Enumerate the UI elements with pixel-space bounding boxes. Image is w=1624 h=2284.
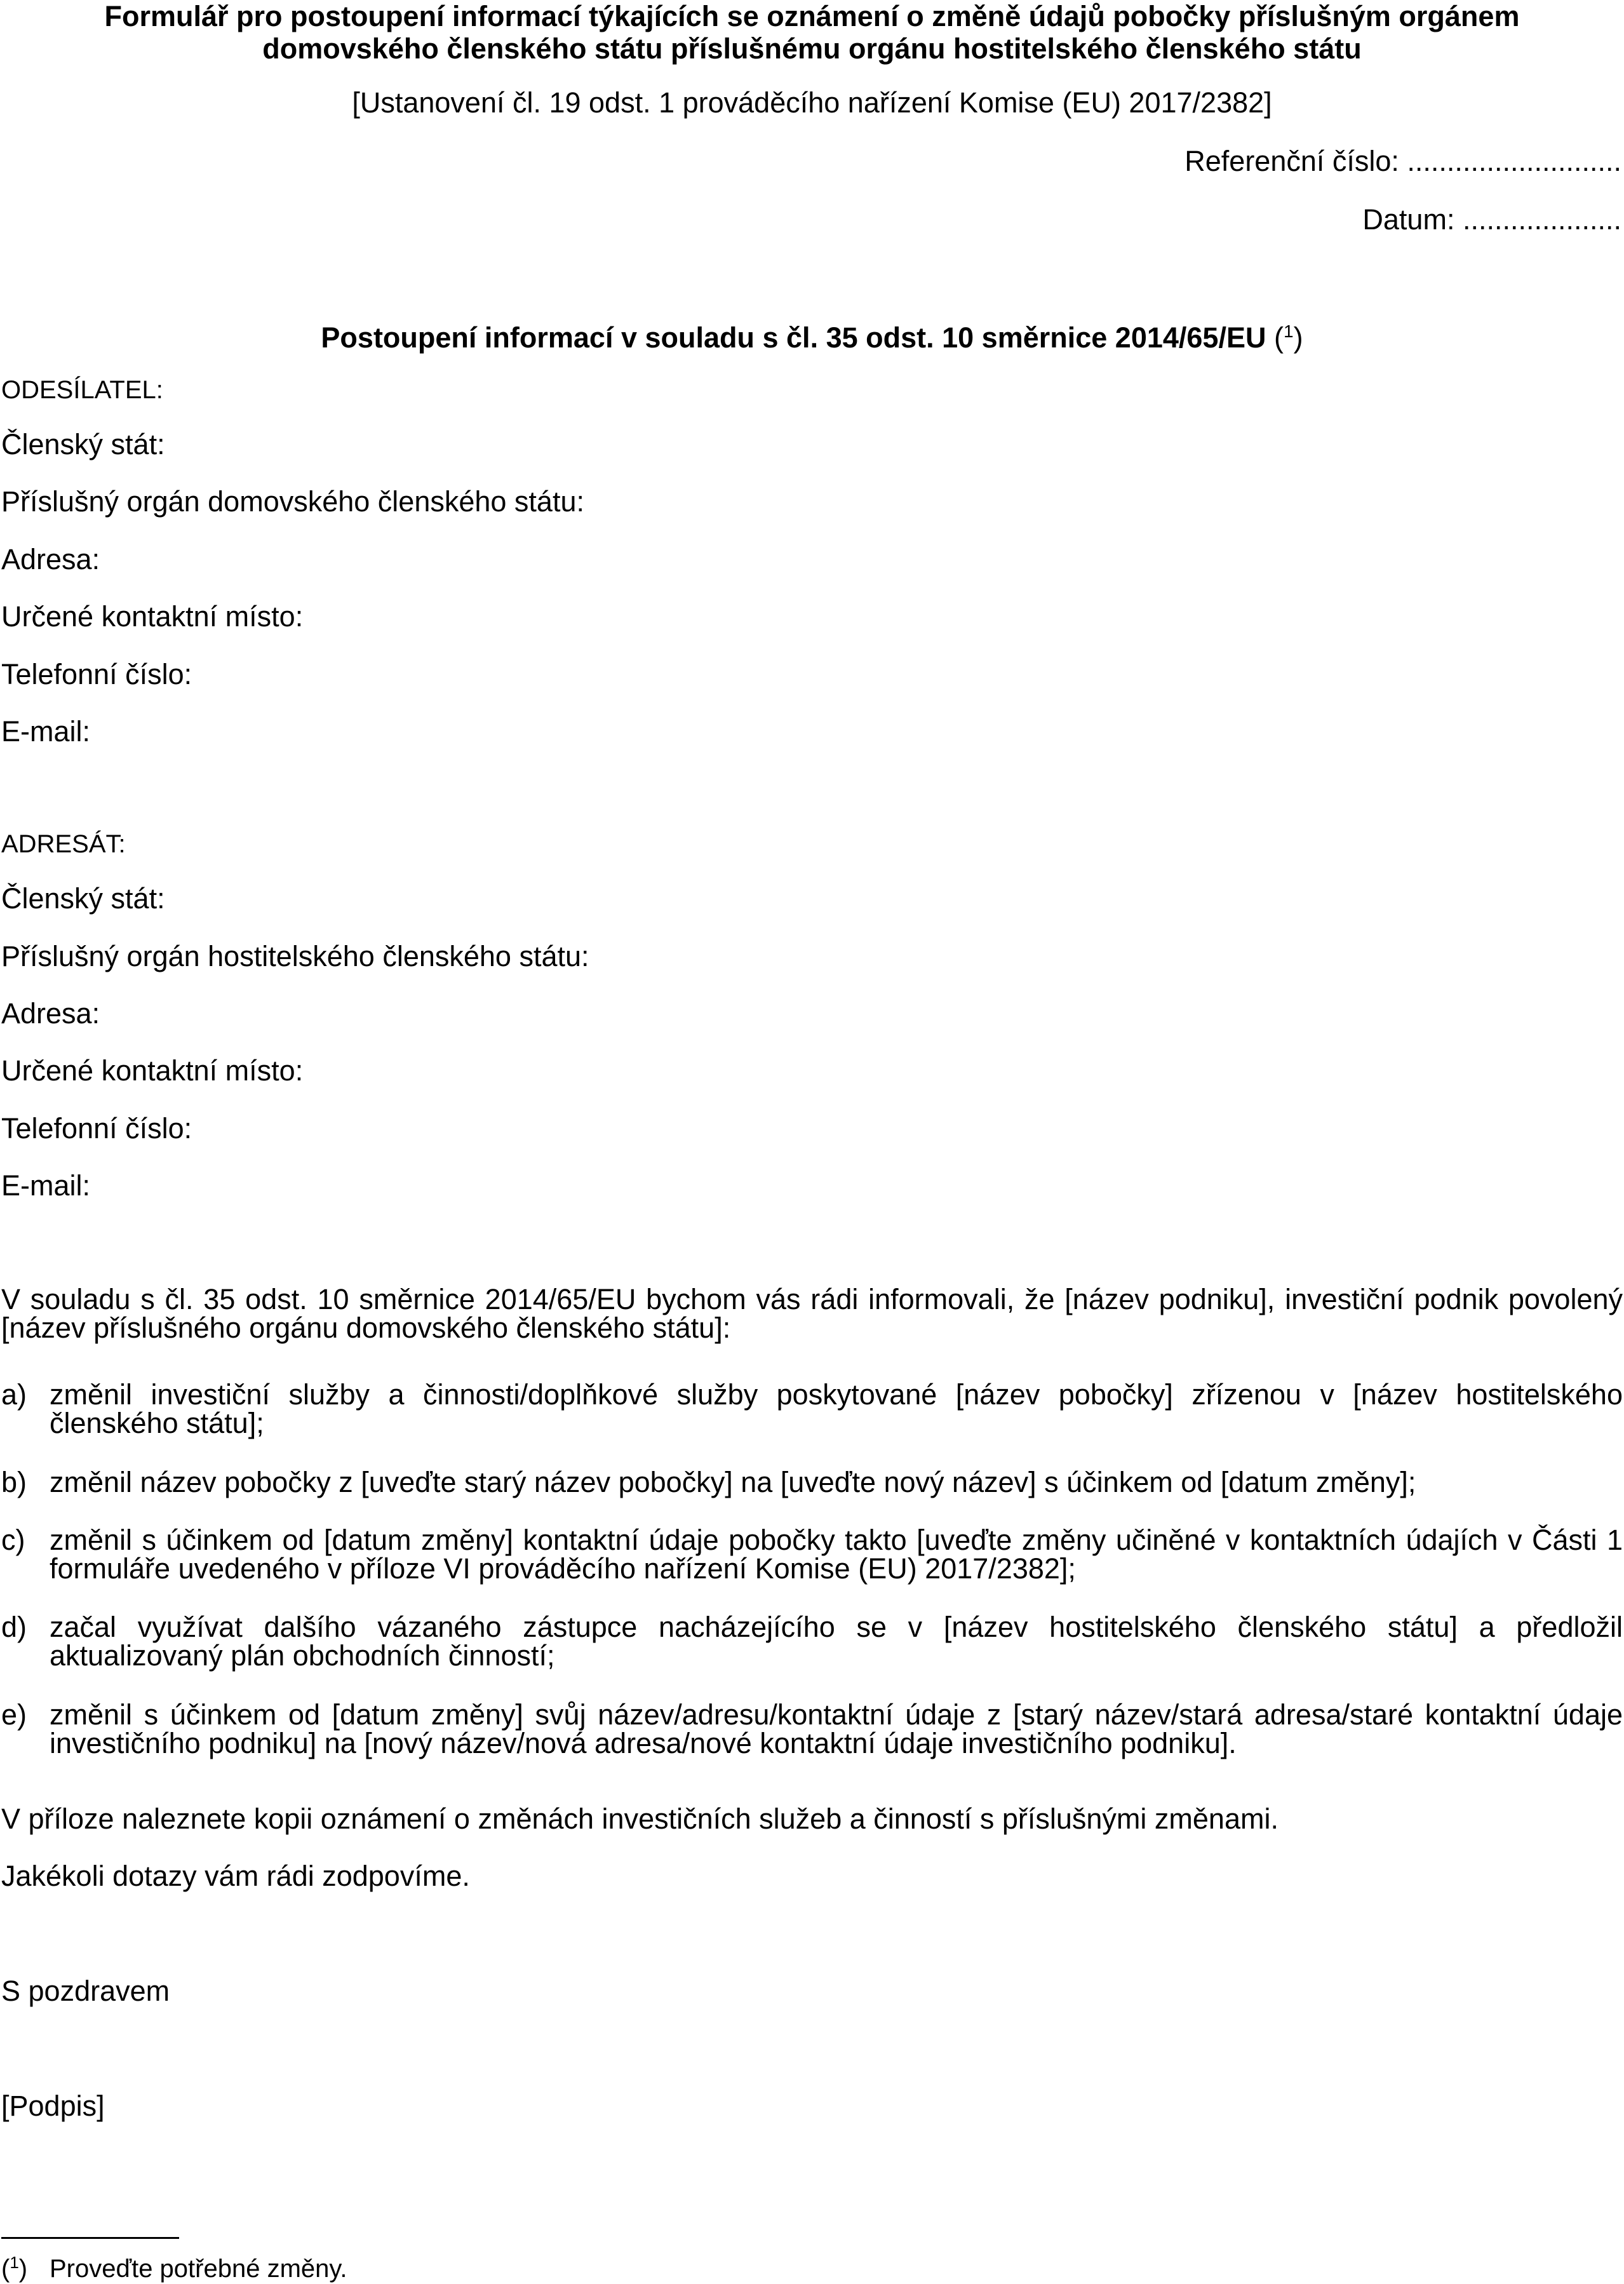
reference-number: Referenční číslo: ........................... — [1184, 145, 1621, 177]
list-item-text: změnil s účinkem od [datum změny] kontaktní údaje pobočky takto [uveďte změny učiněné v kontaktních údajích v Části 1 formuláře uvedeného v příloze VI prováděcího nařízení Komise (EU) 2017/2382]; — [50, 1524, 1623, 1585]
list-item — [1, 1526, 1623, 1583]
recipient-email: E-mail: — [1, 1169, 91, 1202]
list-item-text: začal využívat dalšího vázaného zástupce nacházejícího se v [název hostitelského členského státu] a předložil aktualizovaný plán obchodních činností; — [50, 1611, 1623, 1672]
footnote — [1, 2247, 347, 2284]
sender-phone: Telefonní číslo: — [1, 658, 192, 690]
recipient-phone: Telefonní číslo: — [1, 1112, 192, 1145]
recipient-address: Adresa: — [1, 997, 100, 1030]
recipient-authority: Příslušný orgán hostitelského členského státu: — [1, 940, 589, 972]
closing-salutation: S pozdravem — [1, 1975, 170, 2007]
title-line-1: Formulář pro postoupení informací týkajících se oznámení o změně údajů pobočky příslušným orgánem — [104, 0, 1520, 32]
list-item — [1, 1700, 1623, 1757]
intro-paragraph: V souladu s čl. 35 odst. 10 směrnice 2014/65/EU bychom vás rádi informovali, že [název podniku], investiční podnik povolený [název příslušného orgánu domovského členského státu]: — [1, 1283, 1623, 1344]
signature-placeholder: [Podpis] — [1, 2090, 105, 2122]
list-item-text: změnil investiční služby a činnosti/doplňkové služby poskytované [název pobočky] zřízenou v [název hostitelského členského státu]; — [50, 1378, 1623, 1439]
list-item-label: c) — [1, 1524, 25, 1556]
recipient-caption: ADRESÁT: — [1, 830, 126, 858]
list-item — [1, 1468, 1623, 1496]
sender-member-state: Členský stát: — [1, 428, 165, 460]
footnote-reference: ($^1$) — [1274, 321, 1303, 354]
attachment-note: V příloze naleznete kopii oznámení o změnách investičních služeb a činností s příslušnými změnami. — [1, 1803, 1278, 1835]
list-item-text: změnil s účinkem od [datum změny] svůj název/adresu/kontaktní údaje z [starý název/stará adresa/staré kontaktní údaje investičního podniku] na [nový název/nová adresa/nové kontaktní údaje investičního podniku]. — [50, 1698, 1623, 1759]
section-heading-text: Postoupení informací v souladu s čl. 35 odst. 10 směrnice 2014/65/EU — [321, 321, 1266, 354]
sender-address: Adresa: — [1, 543, 100, 575]
list-item-label: b) — [1, 1466, 27, 1498]
title-line-2: domovského členského státu příslušnému orgánu hostitelského členského státu — [262, 32, 1362, 65]
list-item-text: změnil název pobočky z [uveďte starý název pobočky] na [uveďte nový název] s účinkem od [datum změny]; — [50, 1466, 1416, 1498]
list-item — [1, 1380, 1623, 1437]
list-item-label: d) — [1, 1611, 27, 1643]
list-item-label: a) — [1, 1378, 27, 1411]
sender-email: E-mail: — [1, 715, 91, 748]
list-item-label: e) — [1, 1698, 27, 1731]
date-field: Datum: .................... — [1362, 203, 1621, 236]
document-title — [0, 0, 1624, 65]
sender-contact-point: Určené kontaktní místo: — [1, 600, 304, 633]
questions-note: Jakékoli dotazy vám rádi zodpovíme. — [1, 1860, 470, 1892]
footnote-text: Proveďte potřebné změny. — [50, 2255, 347, 2283]
section-heading — [0, 315, 1624, 354]
recipient-contact-point: Určené kontaktní místo: — [1, 1054, 304, 1087]
sender-authority: Příslušný orgán domovského členského státu: — [1, 485, 584, 518]
footnote-divider — [1, 2237, 179, 2239]
footnote-mark: ($^1$) — [1, 2253, 28, 2283]
list-item — [1, 1613, 1623, 1670]
legal-basis: [Ustanovení čl. 19 odst. 1 prováděcího nařízení Komise (EU) 2017/2382] — [352, 86, 1272, 119]
sender-caption: ODESÍLATEL: — [1, 376, 163, 404]
recipient-member-state: Členský stát: — [1, 882, 165, 915]
